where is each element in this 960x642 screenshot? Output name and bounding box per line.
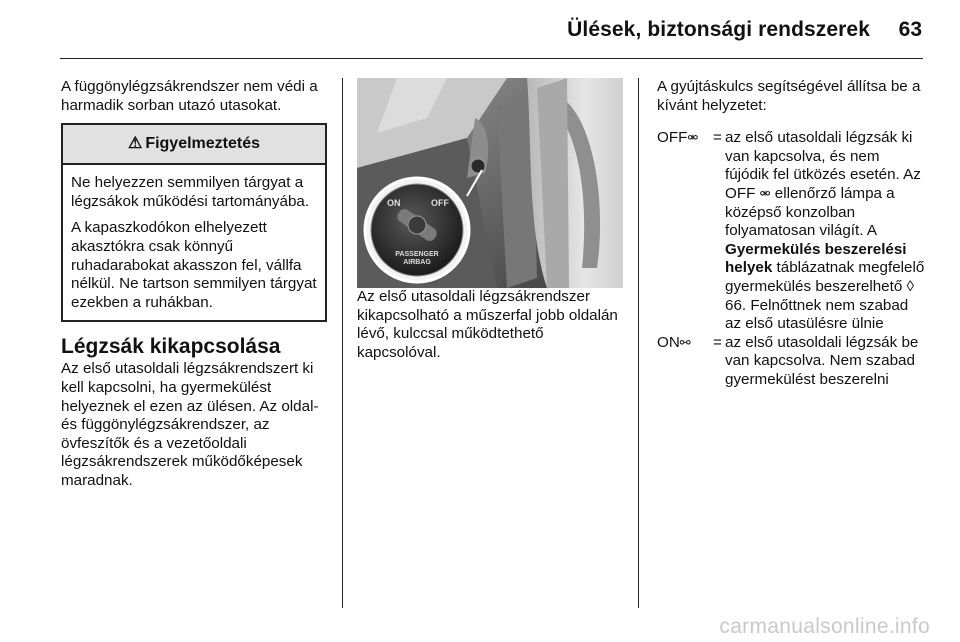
page-reference-icon: ◊ xyxy=(906,277,915,295)
switch-label-line1: PASSENGER xyxy=(395,251,439,258)
switch-label-line2: AIRBAG xyxy=(403,259,431,266)
airbag-off-icon: ⚮ xyxy=(687,130,699,146)
section-heading: Légzsák kikapcsolása xyxy=(61,335,281,359)
warning-title: Figyelmeztetés xyxy=(145,134,261,152)
column-middle xyxy=(357,78,623,362)
child-seat-table-reference[interactable]: Gyermekülés beszerelési helyek xyxy=(725,240,907,277)
section-body: Az első utasoldali légzsákrendszert ki kell kapcsolni, ha gyermekülést helyeznek el ezen az ülésen. Az oldal- és függönylégzsákrendszer, az övfeszítők és a vezetőoldali légzsákrendszerek működőképesek maradnak. xyxy=(61,360,319,489)
column-divider-right xyxy=(638,78,639,608)
airbag-off-icon-inline: ⚮ xyxy=(759,185,771,201)
header-divider xyxy=(60,58,923,59)
definition-term-off: OFF⚮ xyxy=(657,129,699,147)
definition-eq-off: = xyxy=(713,129,722,147)
switch-off-label: OFF xyxy=(431,198,449,208)
definition-eq-on: = xyxy=(713,333,722,351)
airbag-switch-photo xyxy=(357,78,623,288)
page-reference-link[interactable]: 66. xyxy=(725,296,747,314)
definition-term-on: ON⚯ xyxy=(657,333,691,351)
definition-desc-off: az első utasoldali légzsák ki van kapcsolva, és nem fújódik fel ütközés esetén. Az OFF ⚮ ellenőrző lámpa a középső konzolban folyamatosan világít. A Gyermekülés beszerelési helyek táblázatnak megfelelő gyermekülés beszerelhető ◊ 66. Felnőttnek nem szabad az első utasülésre ülnie xyxy=(725,129,925,333)
airbag-on-icon: ⚯ xyxy=(679,334,691,350)
column-right xyxy=(657,78,925,390)
switch-on-label: ON xyxy=(387,198,401,208)
warning-header xyxy=(63,125,325,165)
definition-list xyxy=(657,129,925,389)
curtain-airbag-note: A függönylégzsákrendszer nem védi a harmadik sorban utazó utasokat. xyxy=(61,78,318,114)
column-divider-left xyxy=(342,78,343,608)
warning-paragraph-1: Ne helyezzen semmilyen tárgyat a légzsákok működési tartományába. xyxy=(71,174,310,210)
switch-position-intro: A gyújtáskulcs segítségével állítsa be a kívánt helyzetet: xyxy=(657,78,921,114)
definition-off xyxy=(657,129,925,334)
warning-box xyxy=(61,123,327,322)
definition-desc-on: az első utasoldali légzsák be van kapcsolva. Nem szabad gyermekülést beszerelni xyxy=(725,333,919,388)
photo-caption: Az első utasoldali légzsákrendszer kikapcsolható a műszerfal jobb oldalán lévő, kulccsal működtethető kapcsolóval. xyxy=(357,288,618,361)
column-left xyxy=(61,78,327,491)
page-header-title: Ülések, biztonsági rendszerek xyxy=(567,18,870,41)
warning-paragraph-2: A kapaszkodókon elhelyezett akasztókra csak könnyű ruhadarabokat akasszon fel, vállfa nélkül. Ne tartson semmilyen tárgyat ezekben a ruhákban. xyxy=(71,219,317,311)
page-number: 63 xyxy=(898,18,922,41)
definition-on xyxy=(657,334,925,390)
warning-body xyxy=(63,165,325,320)
watermark: carmanualsonline.info xyxy=(719,615,930,638)
warning-triangle-icon: ⚠ xyxy=(127,134,143,152)
